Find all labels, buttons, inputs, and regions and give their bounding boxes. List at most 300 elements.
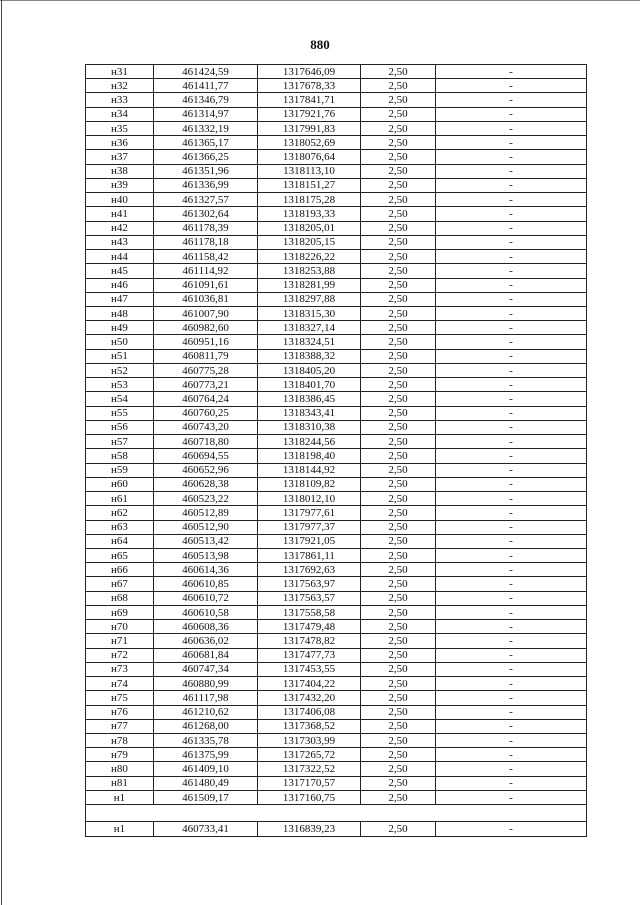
table-row <box>86 292 587 306</box>
y-cell: 1317977,61 <box>258 506 361 520</box>
y-cell: 1317265,72 <box>258 748 361 762</box>
table-row <box>86 548 587 562</box>
table-row <box>86 435 587 449</box>
x-cell: 460512,90 <box>154 520 258 534</box>
note-cell: - <box>436 534 587 548</box>
note-cell: - <box>436 734 587 748</box>
point-cell: н34 <box>86 107 154 121</box>
y-cell: 1318310,38 <box>258 420 361 434</box>
note-cell: - <box>436 178 587 192</box>
error-cell: 2,50 <box>361 734 436 748</box>
error-cell: 2,50 <box>361 250 436 264</box>
point-cell: н79 <box>86 748 154 762</box>
point-cell: н69 <box>86 605 154 619</box>
note-cell: - <box>436 121 587 135</box>
table-row <box>86 164 587 178</box>
x-cell: 460608,36 <box>154 620 258 634</box>
error-cell: 2,50 <box>361 164 436 178</box>
y-cell: 1318198,40 <box>258 449 361 463</box>
x-cell: 461210,62 <box>154 705 258 719</box>
error-cell: 2,50 <box>361 107 436 121</box>
table-row <box>86 250 587 264</box>
y-cell: 1318388,32 <box>258 349 361 363</box>
note-cell: - <box>436 378 587 392</box>
error-cell: 2,50 <box>361 121 436 135</box>
y-cell: 1317170,57 <box>258 776 361 790</box>
y-cell: 1317432,20 <box>258 691 361 705</box>
x-cell: 461336,99 <box>154 178 258 192</box>
table-row <box>86 392 587 406</box>
error-cell: 2,50 <box>361 292 436 306</box>
note-cell: - <box>436 748 587 762</box>
point-cell: н64 <box>86 534 154 548</box>
y-cell: 1318175,28 <box>258 193 361 207</box>
point-cell: н57 <box>86 435 154 449</box>
y-cell: 1317478,82 <box>258 634 361 648</box>
x-cell: 460610,72 <box>154 591 258 605</box>
x-cell: 460628,38 <box>154 477 258 491</box>
table-row <box>86 121 587 135</box>
table-row <box>86 591 587 605</box>
note-cell: - <box>436 207 587 221</box>
error-cell: 2,50 <box>361 662 436 676</box>
y-cell: 1317921,05 <box>258 534 361 548</box>
point-cell: н70 <box>86 620 154 634</box>
table-row <box>86 577 587 591</box>
error-cell: 2,50 <box>361 150 436 164</box>
point-cell: н42 <box>86 221 154 235</box>
error-cell: 2,50 <box>361 93 436 107</box>
point-cell: н61 <box>86 492 154 506</box>
point-cell: н47 <box>86 292 154 306</box>
x-cell: 460811,79 <box>154 349 258 363</box>
y-cell: 1317479,48 <box>258 620 361 634</box>
y-cell: 1318012,10 <box>258 492 361 506</box>
point-cell: н73 <box>86 662 154 676</box>
y-cell: 1317406,08 <box>258 705 361 719</box>
note-cell: - <box>436 306 587 320</box>
note-cell: - <box>436 136 587 150</box>
table-row <box>86 748 587 762</box>
table-row <box>86 762 587 776</box>
table-row <box>86 705 587 719</box>
x-cell: 460694,55 <box>154 449 258 463</box>
x-cell: 461178,39 <box>154 221 258 235</box>
point-cell: н76 <box>86 705 154 719</box>
error-cell: 2,50 <box>361 534 436 548</box>
y-cell: 1317558,58 <box>258 605 361 619</box>
note-cell: - <box>436 520 587 534</box>
x-cell: 460747,34 <box>154 662 258 676</box>
x-cell: 461509,17 <box>154 790 258 804</box>
x-cell: 461314,97 <box>154 107 258 121</box>
error-cell: 2,50 <box>361 677 436 691</box>
point-cell: н75 <box>86 691 154 705</box>
x-cell: 461411,77 <box>154 79 258 93</box>
point-cell: н43 <box>86 235 154 249</box>
table-row <box>86 150 587 164</box>
y-cell: 1318052,69 <box>258 136 361 150</box>
note-cell: - <box>436 563 587 577</box>
table-row <box>86 321 587 335</box>
point-cell: н1 <box>86 822 154 837</box>
y-cell: 1317563,97 <box>258 577 361 591</box>
y-cell: 1318386,45 <box>258 392 361 406</box>
point-cell: н63 <box>86 520 154 534</box>
y-cell: 1317453,55 <box>258 662 361 676</box>
y-cell: 1317646,09 <box>258 65 361 79</box>
point-cell: н67 <box>86 577 154 591</box>
table-row <box>86 662 587 676</box>
table-row <box>86 677 587 691</box>
point-cell: н49 <box>86 321 154 335</box>
x-cell: 461268,00 <box>154 719 258 733</box>
y-cell: 1317678,33 <box>258 79 361 93</box>
point-cell: н46 <box>86 278 154 292</box>
note-cell: - <box>436 548 587 562</box>
table-row <box>86 264 587 278</box>
note-cell: - <box>436 662 587 676</box>
x-cell: 460775,28 <box>154 363 258 377</box>
note-cell: - <box>436 591 587 605</box>
table-row <box>86 605 587 619</box>
point-cell: н38 <box>86 164 154 178</box>
y-cell: 1318113,10 <box>258 164 361 178</box>
y-cell: 1318281,99 <box>258 278 361 292</box>
note-cell: - <box>436 392 587 406</box>
error-cell: 2,50 <box>361 435 436 449</box>
point-cell: н65 <box>86 548 154 562</box>
table-row <box>86 79 587 93</box>
point-cell: н72 <box>86 648 154 662</box>
x-cell: 461302,64 <box>154 207 258 221</box>
y-cell: 1318193,33 <box>258 207 361 221</box>
note-cell: - <box>436 762 587 776</box>
error-cell: 2,50 <box>361 79 436 93</box>
table-row-final <box>86 822 587 837</box>
table-row <box>86 691 587 705</box>
x-cell: 461332,19 <box>154 121 258 135</box>
table-row <box>86 306 587 320</box>
y-cell: 1318151,27 <box>258 178 361 192</box>
x-cell: 460951,16 <box>154 335 258 349</box>
table-row <box>86 221 587 235</box>
error-cell: 2,50 <box>361 492 436 506</box>
page-left-edge <box>1 0 2 905</box>
error-cell: 2,50 <box>361 748 436 762</box>
note-cell: - <box>436 477 587 491</box>
y-cell: 1318205,01 <box>258 221 361 235</box>
error-cell: 2,50 <box>361 321 436 335</box>
x-cell: 460614,36 <box>154 563 258 577</box>
table-row <box>86 648 587 662</box>
error-cell: 2,50 <box>361 506 436 520</box>
coordinates-table-body <box>86 65 587 805</box>
y-cell: 1317303,99 <box>258 734 361 748</box>
y-cell: 1317977,37 <box>258 520 361 534</box>
error-cell: 2,50 <box>361 278 436 292</box>
error-cell: 2,50 <box>361 591 436 605</box>
point-cell: н44 <box>86 250 154 264</box>
point-cell: н32 <box>86 79 154 93</box>
note-cell: - <box>436 648 587 662</box>
y-cell: 1318343,41 <box>258 406 361 420</box>
table-row <box>86 136 587 150</box>
x-cell: 460982,60 <box>154 321 258 335</box>
error-cell: 2,50 <box>361 691 436 705</box>
error-cell: 2,50 <box>361 648 436 662</box>
error-cell: 2,50 <box>361 705 436 719</box>
note-cell: - <box>436 107 587 121</box>
table-row <box>86 193 587 207</box>
note-cell: - <box>436 235 587 249</box>
x-cell: 460681,84 <box>154 648 258 662</box>
table-row <box>86 449 587 463</box>
point-cell: н51 <box>86 349 154 363</box>
table-spacer-row <box>86 805 587 822</box>
point-cell: н60 <box>86 477 154 491</box>
error-cell: 2,50 <box>361 719 436 733</box>
point-cell: н52 <box>86 363 154 377</box>
error-cell: 2,50 <box>361 605 436 619</box>
table-row <box>86 492 587 506</box>
note-cell: - <box>436 719 587 733</box>
point-cell: н78 <box>86 734 154 748</box>
y-cell: 1317368,52 <box>258 719 361 733</box>
table-row <box>86 563 587 577</box>
note-cell: - <box>436 776 587 790</box>
note-cell: - <box>436 164 587 178</box>
note-cell: - <box>436 691 587 705</box>
error-cell: 2,50 <box>361 449 436 463</box>
note-cell: - <box>436 435 587 449</box>
y-cell: 1318401,70 <box>258 378 361 392</box>
error-cell: 2,50 <box>361 548 436 562</box>
note-cell: - <box>436 790 587 804</box>
x-cell: 461366,25 <box>154 150 258 164</box>
x-cell: 461351,96 <box>154 164 258 178</box>
y-cell: 1318327,14 <box>258 321 361 335</box>
table-row <box>86 363 587 377</box>
x-cell: 461117,98 <box>154 691 258 705</box>
y-cell: 1318315,30 <box>258 306 361 320</box>
point-cell: н45 <box>86 264 154 278</box>
error-cell: 2,50 <box>361 378 436 392</box>
point-cell: н62 <box>86 506 154 520</box>
y-cell: 1317477,73 <box>258 648 361 662</box>
x-cell: 461327,57 <box>154 193 258 207</box>
x-cell: 460718,80 <box>154 435 258 449</box>
table-row <box>86 335 587 349</box>
x-cell: 461036,81 <box>154 292 258 306</box>
table-row <box>86 776 587 790</box>
point-cell: н39 <box>86 178 154 192</box>
point-cell: н37 <box>86 150 154 164</box>
error-cell: 2,50 <box>361 563 436 577</box>
table-row <box>86 65 587 79</box>
x-cell: 460513,42 <box>154 534 258 548</box>
y-cell: 1317861,11 <box>258 548 361 562</box>
note-cell: - <box>436 677 587 691</box>
x-cell: 461178,18 <box>154 235 258 249</box>
y-cell: 1317563,57 <box>258 591 361 605</box>
x-cell: 461007,90 <box>154 306 258 320</box>
y-cell: 1318253,88 <box>258 264 361 278</box>
x-cell: 460512,89 <box>154 506 258 520</box>
note-cell: - <box>436 605 587 619</box>
error-cell: 2,50 <box>361 577 436 591</box>
table-row <box>86 719 587 733</box>
x-cell: 460610,58 <box>154 605 258 619</box>
error-cell: 2,50 <box>361 420 436 434</box>
error-cell: 2,50 <box>361 178 436 192</box>
table-row <box>86 93 587 107</box>
page-number: 880 <box>310 37 330 52</box>
point-cell: н41 <box>86 207 154 221</box>
y-cell: 1316839,23 <box>258 822 361 837</box>
table-row <box>86 520 587 534</box>
x-cell: 460764,24 <box>154 392 258 406</box>
error-cell: 2,50 <box>361 477 436 491</box>
table-row <box>86 278 587 292</box>
x-cell: 461114,92 <box>154 264 258 278</box>
note-cell: - <box>436 620 587 634</box>
note-cell: - <box>436 335 587 349</box>
note-cell: - <box>436 406 587 420</box>
y-cell: 1317322,52 <box>258 762 361 776</box>
y-cell: 1318109,82 <box>258 477 361 491</box>
note-cell: - <box>436 292 587 306</box>
x-cell: 460733,41 <box>154 822 258 837</box>
point-cell: н31 <box>86 65 154 79</box>
y-cell: 1318405,20 <box>258 363 361 377</box>
table-row <box>86 107 587 121</box>
error-cell: 2,50 <box>361 634 436 648</box>
point-cell: н36 <box>86 136 154 150</box>
note-cell: - <box>436 93 587 107</box>
error-cell: 2,50 <box>361 235 436 249</box>
table-row <box>86 235 587 249</box>
table-row <box>86 463 587 477</box>
x-cell: 460652,96 <box>154 463 258 477</box>
point-cell: н81 <box>86 776 154 790</box>
x-cell: 460743,20 <box>154 420 258 434</box>
point-cell: н53 <box>86 378 154 392</box>
y-cell: 1317160,75 <box>258 790 361 804</box>
table-row <box>86 420 587 434</box>
x-cell: 461158,42 <box>154 250 258 264</box>
table-row <box>86 378 587 392</box>
error-cell: 2,50 <box>361 520 436 534</box>
note-cell: - <box>436 506 587 520</box>
table-row <box>86 620 587 634</box>
error-cell: 2,50 <box>361 335 436 349</box>
table-row <box>86 634 587 648</box>
x-cell: 461375,99 <box>154 748 258 762</box>
table-row <box>86 734 587 748</box>
note-cell: - <box>436 150 587 164</box>
x-cell: 460880,99 <box>154 677 258 691</box>
point-cell: н74 <box>86 677 154 691</box>
x-cell: 461346,79 <box>154 93 258 107</box>
table-row <box>86 790 587 804</box>
y-cell: 1318144,92 <box>258 463 361 477</box>
error-cell: 2,50 <box>361 762 436 776</box>
table-row <box>86 207 587 221</box>
x-cell: 461409,10 <box>154 762 258 776</box>
note-cell: - <box>436 449 587 463</box>
error-cell: 2,50 <box>361 392 436 406</box>
point-cell: н54 <box>86 392 154 406</box>
error-cell: 2,50 <box>361 463 436 477</box>
note-cell: - <box>436 577 587 591</box>
error-cell: 2,50 <box>361 193 436 207</box>
error-cell: 2,50 <box>361 776 436 790</box>
y-cell: 1318324,51 <box>258 335 361 349</box>
point-cell: н59 <box>86 463 154 477</box>
note-cell: - <box>436 363 587 377</box>
error-cell: 2,50 <box>361 790 436 804</box>
x-cell: 460523,22 <box>154 492 258 506</box>
y-cell: 1317404,22 <box>258 677 361 691</box>
point-cell: н48 <box>86 306 154 320</box>
x-cell: 460513,98 <box>154 548 258 562</box>
note-cell: - <box>436 278 587 292</box>
error-cell: 2,50 <box>361 264 436 278</box>
note-cell: - <box>436 492 587 506</box>
x-cell: 461091,61 <box>154 278 258 292</box>
y-cell: 1317921,76 <box>258 107 361 121</box>
point-cell: н56 <box>86 420 154 434</box>
note-cell: - <box>436 349 587 363</box>
y-cell: 1318226,22 <box>258 250 361 264</box>
x-cell: 461365,17 <box>154 136 258 150</box>
x-cell: 460610,85 <box>154 577 258 591</box>
y-cell: 1317991,83 <box>258 121 361 135</box>
note-cell: - <box>436 264 587 278</box>
point-cell: н33 <box>86 93 154 107</box>
error-cell: 2,50 <box>361 221 436 235</box>
note-cell: - <box>436 221 587 235</box>
error-cell: 2,50 <box>361 363 436 377</box>
note-cell: - <box>436 634 587 648</box>
note-cell: - <box>436 420 587 434</box>
note-cell: - <box>436 79 587 93</box>
note-cell: - <box>436 65 587 79</box>
point-cell: н55 <box>86 406 154 420</box>
y-cell: 1318297,88 <box>258 292 361 306</box>
table-row <box>86 506 587 520</box>
error-cell: 2,50 <box>361 207 436 221</box>
note-cell: - <box>436 822 587 837</box>
x-cell: 461335,78 <box>154 734 258 748</box>
table-row <box>86 477 587 491</box>
note-cell: - <box>436 193 587 207</box>
y-cell: 1317841,71 <box>258 93 361 107</box>
coordinates-table <box>85 64 587 837</box>
error-cell: 2,50 <box>361 65 436 79</box>
x-cell: 460760,25 <box>154 406 258 420</box>
table-row <box>86 178 587 192</box>
error-cell: 2,50 <box>361 822 436 837</box>
point-cell: н68 <box>86 591 154 605</box>
note-cell: - <box>436 463 587 477</box>
note-cell: - <box>436 250 587 264</box>
y-cell: 1318076,64 <box>258 150 361 164</box>
x-cell: 460773,21 <box>154 378 258 392</box>
table-row <box>86 349 587 363</box>
point-cell: н77 <box>86 719 154 733</box>
